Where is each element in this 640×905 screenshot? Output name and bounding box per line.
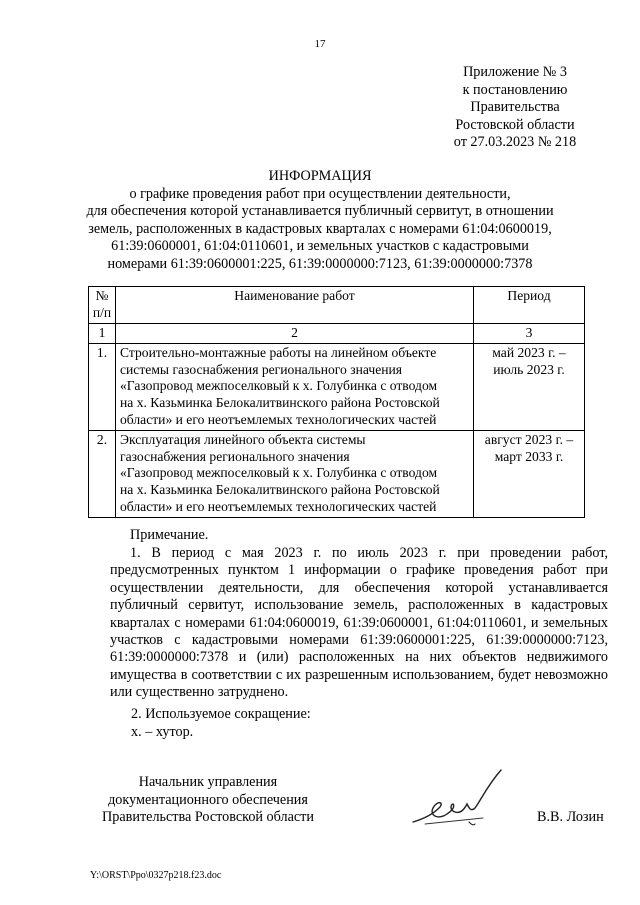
appendix-line: к постановлению bbox=[462, 81, 568, 98]
row-period: май 2023 г. – июль 2023 г. bbox=[474, 343, 585, 430]
table-row bbox=[89, 343, 585, 430]
appendix-line: от 27.03.2023 № 218 bbox=[453, 134, 577, 150]
column-number: 3 bbox=[474, 324, 585, 344]
column-number: 1 bbox=[89, 324, 116, 344]
title-line: 61:39:0600001, 61:04:0110601, и земельных участков с кадастровыми bbox=[111, 238, 529, 254]
column-number: 2 bbox=[116, 324, 474, 344]
note-paragraph-1: 1. В период с мая 2023 г. по июль 2023 г. при проведении работ, предусмотренных пунктом 1 информации о графике проведения работ при осуществлении деятельности, для обеспечения которой устанавливается публичный сервитут, использование земель, расположенных в кадастровых кварталах с номерами 61:04:0600019, 61:39:0600001, 61:04:0110601, и земельных участков с кадастровыми номерами 61:39:0600001:225, 61:39:0000000:7123, 61:39:0000000:7378 и (или) расположенных на них объектов недвижимого имущества в соответствии с их разрешенным использованием, будет невозможно или существенно затруднено. bbox=[110, 545, 608, 701]
header-period: Период bbox=[474, 287, 585, 324]
header-number: № п/п bbox=[89, 287, 116, 324]
document-title bbox=[60, 168, 580, 273]
appendix-line: Правительства bbox=[470, 99, 560, 115]
table-header-row bbox=[89, 287, 585, 324]
row-period: август 2023 г. – март 2033 г. bbox=[474, 430, 585, 517]
title-line: о графике проведения работ при осуществлении деятельности, bbox=[129, 185, 511, 202]
row-number: 1. bbox=[89, 343, 116, 430]
signatory-title: Начальник управления документационного обеспечения Правительства Ростовской области bbox=[102, 774, 314, 825]
table-row bbox=[89, 430, 585, 517]
row-works: Эксплуатация линейного объекта системы газоснабжения регионального значения «Газопровод межпоселковый к х. Голубинка с отводом на х. Казьминка Белокалитвинского района Ростовской области» и его неотъемлемых технологических частей bbox=[116, 430, 474, 517]
file-path: Y:\ORST\Ppo\0327p218.f23.doc bbox=[90, 870, 222, 881]
note-item-3: х. – хутор. bbox=[131, 724, 194, 740]
header-works: Наименование работ bbox=[116, 287, 474, 324]
note-label: Примечание. bbox=[130, 527, 209, 543]
appendix-block bbox=[440, 64, 590, 152]
title-heading: ИНФОРМАЦИЯ bbox=[268, 168, 372, 184]
appendix-line: Ростовской области bbox=[455, 116, 575, 133]
title-line: для обеспечения которой устанавливается публичный сервитут, в отношении bbox=[86, 203, 554, 219]
works-schedule-table bbox=[88, 286, 585, 518]
row-works: Строительно-монтажные работы на линейном объекте системы газоснабжения регионального значения «Газопровод межпоселковый к х. Голубинка с отводом на х. Казьминка Белокалитвинского района Ростовской области» и его неотъемлемых технологических частей bbox=[116, 343, 474, 430]
signatory-name: В.В. Лозин bbox=[537, 809, 604, 825]
title-line: номерами 61:39:0600001:225, 61:39:0000000:7123, 61:39:0000000:7378 bbox=[107, 255, 533, 272]
appendix-line: Приложение № 3 bbox=[463, 64, 567, 80]
handwritten-signature bbox=[405, 764, 515, 834]
note-item-2: 2. Используемое сокращение: bbox=[131, 706, 311, 722]
title-line: земель, расположенных в кадастровых кварталах с номерами 61:04:0600019, bbox=[88, 220, 552, 237]
table-column-numbers-row bbox=[89, 324, 585, 344]
row-number: 2. bbox=[89, 430, 116, 517]
page-number: 17 bbox=[314, 38, 326, 50]
